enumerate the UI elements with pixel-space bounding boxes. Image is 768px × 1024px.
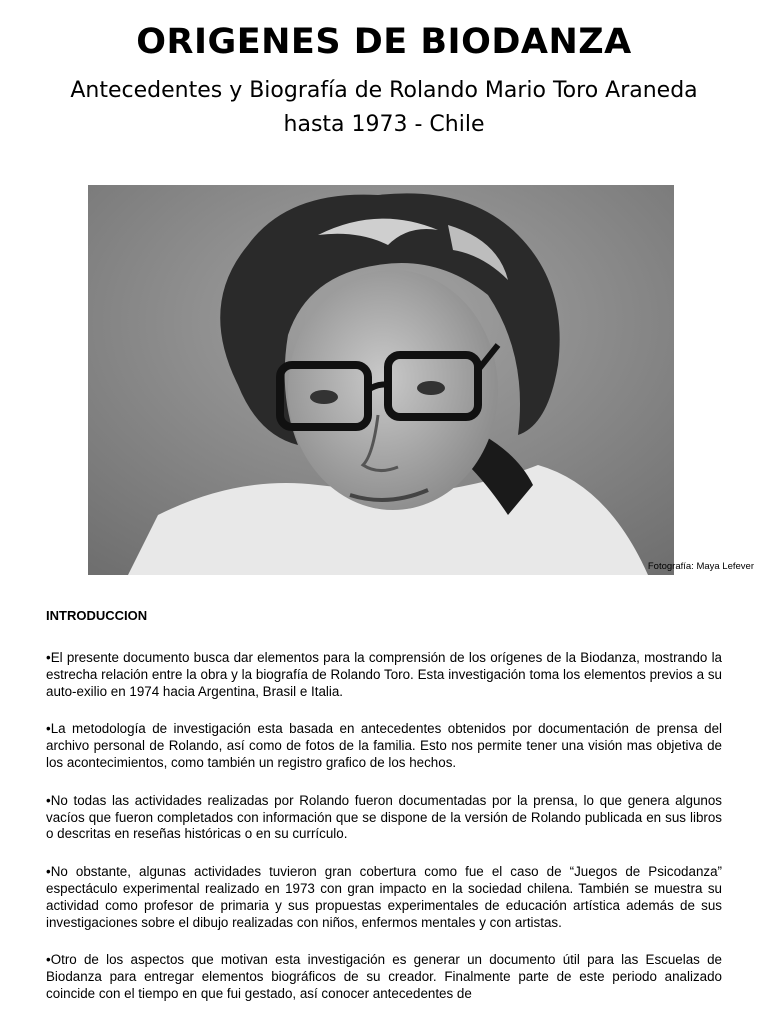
document-title: ORIGENES DE BIODANZA	[136, 22, 632, 62]
intro-paragraph-5: •Otro de los aspectos que motivan esta investigación es generar un documento útil para las Escuelas de Biodanza para entregar elementos biográficos de su creador. Finalmente parte de este periodo analizado coincide con el tiempo en que fui gestado, así conocer antecedentes de	[46, 952, 722, 1001]
intro-paragraph-4: •No obstante, algunas actividades tuvieron gran cobertura como fue el caso de “Juegos de Psicodanza” espectáculo experimental realizado en 1973 con gran impacto en la sociedad chilena. También se muestra su actividad como profesor de primaria y sus propuestas experimentales de educación artística además de sus investigaciones sobre el dibujo realizadas con niños, enfermos mentales y con artistas.	[46, 864, 722, 930]
introduction-body	[46, 650, 722, 1024]
subtitle-line-2: hasta 1973 - Chile	[283, 112, 485, 137]
intro-paragraph-2: •La metodología de investigación esta basada en antecedentes obtenidos por documentación de prensa del archivo personal de Rolando, así como de fotos de la familia. Esto nos permite tener una visión mas objetiva de los acontecimientos, como también un registro grafico de los hechos.	[46, 721, 722, 770]
intro-paragraph-3: •No todas las actividades realizadas por Rolando fueron documentadas por la prensa, lo que genera algunos vacíos que fueron completados con información que se dispone de la versión de Rolando publicada en sus libros o descritas en reseñas históricas o en su currículo.	[46, 792, 722, 842]
photo-caption: Fotografía: Maya Lefever	[647, 561, 754, 572]
portrait-photo	[88, 185, 674, 575]
document-subtitle	[0, 74, 768, 142]
section-heading-introduction: INTRODUCCION	[46, 608, 148, 623]
intro-paragraph-1: •El presente documento busca dar elementos para la comprensión de los orígenes de la Biodanza, mostrando la estrecha relación entre la obra y la biografía de Rolando Toro. Esta investigación toma los elementos previos a su auto-exilio en 1974 hacia Argentina, Brasil e Italia.	[46, 650, 722, 699]
subtitle-line-1: Antecedentes y Biografía de Rolando Mario Toro Araneda	[70, 78, 698, 103]
